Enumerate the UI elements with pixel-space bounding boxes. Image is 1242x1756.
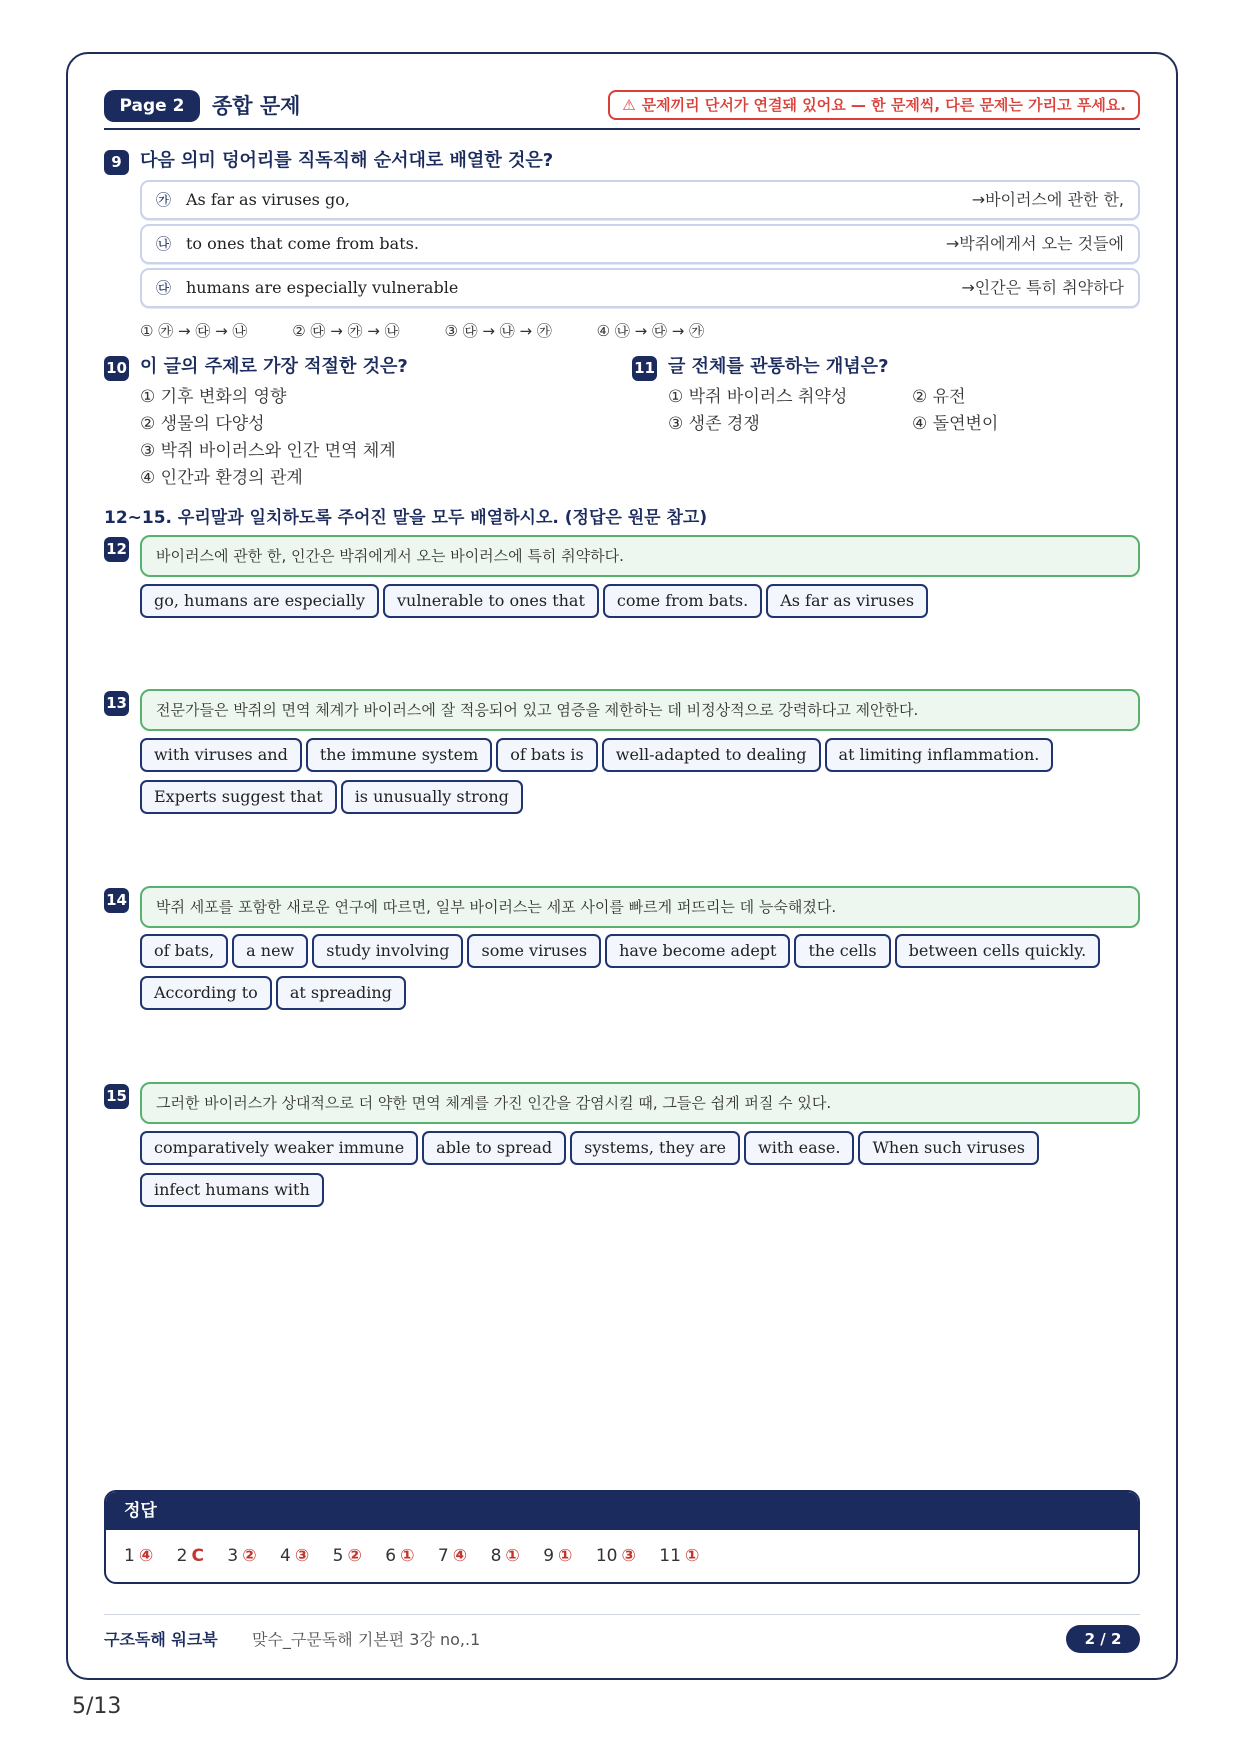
chunk-row bbox=[140, 180, 1140, 220]
word-tile[interactable]: systems, they are bbox=[570, 1131, 740, 1165]
chunk-label: ㉯ bbox=[156, 235, 172, 253]
question-number-10: 10 bbox=[104, 356, 129, 381]
option-2[interactable]: ② ㉰ → ㉮ → ㉯ bbox=[292, 322, 400, 340]
chunk-row bbox=[140, 268, 1140, 308]
word-tile[interactable]: When such viruses bbox=[858, 1131, 1038, 1165]
page-header bbox=[104, 90, 1140, 130]
word-tile[interactable]: go, humans are especially bbox=[140, 584, 379, 618]
word-tile[interactable]: As far as viruses bbox=[766, 584, 928, 618]
answer-item: 6 ① bbox=[385, 1546, 415, 1566]
word-tile[interactable]: According to bbox=[140, 976, 272, 1010]
chunk-english: to ones that come from bats. bbox=[186, 234, 419, 253]
word-tile[interactable]: at spreading bbox=[276, 976, 406, 1010]
option-2[interactable]: ② 유전 bbox=[912, 387, 966, 407]
word-tiles bbox=[140, 1131, 1140, 1215]
answer-item: 9 ① bbox=[543, 1546, 573, 1566]
answer-key-list bbox=[106, 1530, 1138, 1582]
question-9-text: 다음 의미 덩어리를 직독직해 순서대로 배열한 것은? bbox=[140, 150, 554, 171]
page-footer bbox=[104, 1614, 1140, 1660]
word-tiles bbox=[140, 584, 1140, 626]
word-tile[interactable]: between cells quickly. bbox=[895, 934, 1101, 968]
question-number-15: 15 bbox=[104, 1084, 129, 1109]
chunk-korean: →인간은 특히 취약하다 bbox=[961, 278, 1124, 297]
word-tile[interactable]: vulnerable to ones that bbox=[383, 584, 599, 618]
answer-item: 3 ② bbox=[227, 1546, 257, 1566]
word-tile[interactable]: the immune system bbox=[306, 738, 492, 772]
word-tile[interactable]: infect humans with bbox=[140, 1173, 324, 1207]
answer-item: 4 ③ bbox=[280, 1546, 310, 1566]
word-tile[interactable]: well-adapted to dealing bbox=[602, 738, 821, 772]
question-9-options bbox=[140, 320, 744, 341]
word-tile[interactable]: with ease. bbox=[744, 1131, 854, 1165]
worksheet-content bbox=[104, 54, 1140, 1678]
word-tile[interactable]: of bats is bbox=[496, 738, 597, 772]
word-tile[interactable]: of bats, bbox=[140, 934, 228, 968]
question-number-11: 11 bbox=[632, 356, 657, 381]
word-tile[interactable]: some viruses bbox=[467, 934, 601, 968]
answer-item: 2 C bbox=[176, 1546, 204, 1566]
option-1[interactable]: ① 박쥐 바이러스 취약성 bbox=[668, 387, 848, 407]
option-2[interactable]: ② 생물의 다양성 bbox=[140, 414, 265, 434]
option-4[interactable]: ④ 인간과 환경의 관계 bbox=[140, 468, 303, 488]
question-11-text: 글 전체를 관통하는 개념은? bbox=[668, 356, 889, 377]
warning-banner bbox=[608, 90, 1140, 120]
option-1[interactable]: ① ㉮ → ㉰ → ㉯ bbox=[140, 322, 248, 340]
answer-key-title: 정답 bbox=[106, 1492, 1138, 1530]
section-title: 종합 문제 bbox=[212, 94, 301, 118]
chunk-english: As far as viruses go, bbox=[186, 190, 350, 209]
warning-text: 문제끼리 단서가 연결돼 있어요 — 한 문제씩, 다른 문제는 가리고 푸세요. bbox=[641, 96, 1126, 114]
word-tile[interactable]: a new bbox=[232, 934, 308, 968]
arrange-section-heading: 12~15. 우리말과 일치하도록 주어진 말을 모두 배열하시오. (정답은 원문 참고) bbox=[104, 508, 708, 528]
korean-sentence: 그러한 바이러스가 상대적으로 더 약한 면역 체계를 가진 인간을 감염시킬 때, 그들은 쉽게 퍼질 수 있다. bbox=[140, 1082, 1140, 1124]
option-3[interactable]: ③ 생존 경쟁 bbox=[668, 414, 760, 434]
chunk-korean: →박쥐에게서 오는 것들에 bbox=[945, 234, 1124, 253]
answer-key bbox=[104, 1490, 1140, 1584]
option-3[interactable]: ③ ㉰ → ㉯ → ㉮ bbox=[444, 322, 552, 340]
chunk-korean: →바이러스에 관한 한, bbox=[971, 190, 1124, 209]
document-page-counter: 5/13 bbox=[72, 1694, 122, 1719]
word-tiles bbox=[140, 934, 1140, 1018]
option-3[interactable]: ③ 박쥐 바이러스와 인간 면역 체계 bbox=[140, 441, 396, 461]
question-10-text: 이 글의 주제로 가장 적절한 것은? bbox=[140, 356, 408, 377]
word-tile[interactable]: the cells bbox=[794, 934, 890, 968]
option-1[interactable]: ① 기후 변화의 영향 bbox=[140, 387, 287, 407]
korean-sentence: 바이러스에 관한 한, 인간은 박쥐에게서 오는 바이러스에 특히 취약하다. bbox=[140, 535, 1140, 577]
question-number-14: 14 bbox=[104, 888, 129, 913]
answer-item: 7 ④ bbox=[437, 1546, 468, 1566]
answer-item: 11 ① bbox=[659, 1546, 700, 1566]
answer-item: 10 ③ bbox=[595, 1546, 636, 1566]
answer-item: 1 ④ bbox=[124, 1546, 154, 1566]
word-tile[interactable]: able to spread bbox=[422, 1131, 566, 1165]
question-number-13: 13 bbox=[104, 691, 129, 716]
word-tile[interactable]: at limiting inflammation. bbox=[825, 738, 1054, 772]
warning-triangle-icon: ⚠ bbox=[622, 96, 636, 114]
korean-sentence: 전문가들은 박쥐의 면역 체계가 바이러스에 잘 적응되어 있고 염증을 제한하는 데 비정상적으로 강력하다고 제안한다. bbox=[140, 689, 1140, 731]
question-number-12: 12 bbox=[104, 537, 129, 562]
worksheet-page bbox=[66, 52, 1178, 1680]
option-4[interactable]: ④ ㉯ → ㉰ → ㉮ bbox=[596, 322, 705, 340]
chunk-label: ㉰ bbox=[156, 279, 172, 297]
word-tile[interactable]: study involving bbox=[312, 934, 463, 968]
chunk-english: humans are especially vulnerable bbox=[186, 278, 459, 297]
page-badge: Page 2 bbox=[104, 90, 200, 122]
korean-sentence: 박쥐 세포를 포함한 새로운 연구에 따르면, 일부 바이러스는 세포 사이를 빠르게 퍼뜨리는 데 능숙해졌다. bbox=[140, 886, 1140, 928]
word-tile[interactable]: have become adept bbox=[605, 934, 790, 968]
word-tile[interactable]: come from bats. bbox=[603, 584, 762, 618]
footer-page-badge: 2 / 2 bbox=[1066, 1625, 1140, 1653]
chunk-row bbox=[140, 224, 1140, 264]
footer-subtitle: 맞수_구문독해 기본편 3강 no,.1 bbox=[252, 1630, 481, 1649]
answer-item: 5 ② bbox=[332, 1546, 362, 1566]
answer-item: 8 ① bbox=[490, 1546, 520, 1566]
word-tile[interactable]: with viruses and bbox=[140, 738, 302, 772]
word-tile[interactable]: comparatively weaker immune bbox=[140, 1131, 418, 1165]
word-tile[interactable]: Experts suggest that bbox=[140, 780, 337, 814]
word-tile[interactable]: is unusually strong bbox=[341, 780, 523, 814]
question-number-9: 9 bbox=[104, 150, 129, 175]
footer-brand: 구조독해 워크북 bbox=[104, 1630, 218, 1649]
option-4[interactable]: ④ 돌연변이 bbox=[912, 414, 999, 434]
chunk-label: ㉮ bbox=[156, 191, 172, 209]
word-tiles bbox=[140, 738, 1140, 822]
